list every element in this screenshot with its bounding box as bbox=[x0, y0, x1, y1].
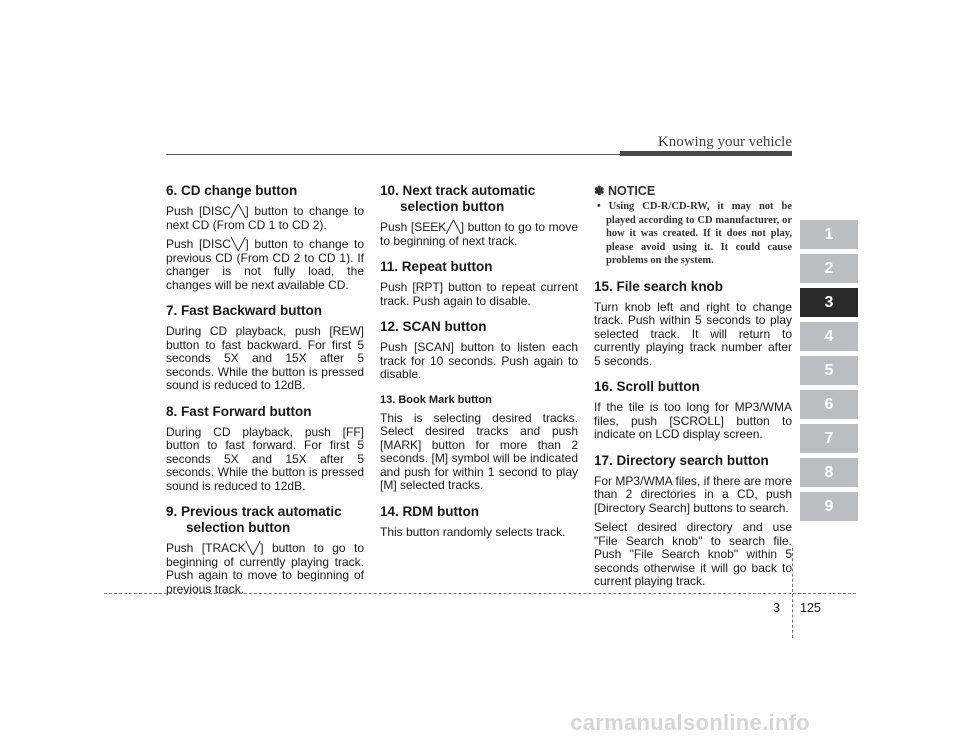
chapter-tab-3[interactable]: 3 bbox=[800, 288, 858, 317]
section-paragraph: Push [DISC╲╱] button to change to previous CD (From CD 2 to CD 1). If changer is not fully load, the changes will be next available CD. bbox=[166, 237, 364, 292]
section-heading: 11. Repeat button bbox=[380, 259, 493, 274]
section-paragraph: If the tile is too long for MP3/WMA files, push [SCROLL] button to indicate on LCD display screen. bbox=[594, 400, 792, 441]
chapter-tab-1[interactable]: 1 bbox=[800, 220, 858, 249]
section-directory-search bbox=[594, 453, 792, 589]
section-paragraph: Turn knob left and right to change track. Push within 5 seconds to play selected track. It will return to currently playing track number after 5 seconds. bbox=[594, 299, 792, 368]
section-paragraph: Select desired directory and use "File Search knob" to search file. Push "File Search knob" within 5 seconds otherwise it will go back to current playing track. bbox=[594, 520, 792, 588]
footer-chapter-number: 3 bbox=[773, 601, 780, 615]
section-paragraph: During CD playback, push [FF] button to fast forward. For first 5 seconds 5X and 15X after 5 seconds. While the button is pressed sound is reduced to 12dB. bbox=[166, 424, 364, 493]
section-repeat bbox=[380, 259, 578, 308]
watermark: carmanualsonline.info bbox=[570, 710, 810, 735]
section-heading: 8. Fast Forward button bbox=[166, 403, 312, 419]
column-2 bbox=[380, 183, 578, 550]
section-next-track bbox=[380, 183, 578, 248]
footer-vertical-dashed-rule bbox=[792, 548, 793, 638]
section-heading: 15. File search knob bbox=[594, 278, 724, 294]
section-paragraph: This button randomly selects track. bbox=[380, 524, 566, 539]
section-heading: 12. SCAN button bbox=[380, 319, 487, 334]
section-heading: 10. Next track automatic selection button bbox=[380, 183, 536, 214]
chapter-tabs bbox=[800, 220, 858, 526]
section-rdm bbox=[380, 504, 578, 540]
chapter-tab-9[interactable]: 9 bbox=[800, 492, 858, 521]
notice-box bbox=[594, 183, 792, 268]
section-heading: 17. Directory search button bbox=[594, 452, 769, 468]
section-heading: 9. Previous track automatic selection button bbox=[166, 504, 342, 535]
section-paragraph: Push [SCAN] button to listen each track for 10 seconds. Push again to disable. bbox=[380, 340, 578, 381]
section-scroll bbox=[594, 379, 792, 442]
chapter-tab-2[interactable]: 2 bbox=[800, 254, 858, 283]
section-previous-track bbox=[166, 504, 364, 596]
section-fast-backward bbox=[166, 303, 364, 393]
footer-dashed-rule bbox=[104, 593, 856, 594]
chapter-tab-5[interactable]: 5 bbox=[800, 356, 858, 385]
section-paragraph: Push [SEEK╱╲] button to go to move to beginning of next track. bbox=[380, 220, 578, 248]
section-paragraph: Push [TRACK╲╱] button to go to beginning of currently playing track. Push again to move to beginning of previous track. bbox=[166, 541, 364, 596]
section-paragraph: Push [DISC╱╲] button to change to next CD (From CD 1 to CD 2). bbox=[166, 204, 364, 232]
column-3 bbox=[594, 183, 792, 600]
section-heading: 13. Book Mark button bbox=[380, 393, 492, 406]
section-book-mark bbox=[380, 393, 578, 493]
section-fast-forward bbox=[166, 404, 364, 494]
section-cd-change bbox=[166, 183, 364, 292]
section-heading: 7. Fast Backward button bbox=[166, 303, 323, 318]
section-heading: 14. RDM button bbox=[380, 503, 479, 519]
chapter-tab-4[interactable]: 4 bbox=[800, 322, 858, 351]
section-heading: 16. Scroll button bbox=[594, 379, 700, 394]
notice-text: • Using CD-R/CD-RW, it may not be played according to CD manufacturer, or how it was created. If it does not play, please avoid using it. It could cause problems on the system. bbox=[597, 201, 792, 266]
chapter-tab-8[interactable]: 8 bbox=[800, 458, 858, 487]
section-paragraph: This is selecting desired tracks. Select desired tracks and push [MARK] button for more than 2 seconds. [M] symbol will be indicated and push for within 1 second to play [M] selected tracks. bbox=[380, 410, 578, 492]
header-title: Knowing your vehicle bbox=[657, 134, 792, 150]
column-1 bbox=[166, 183, 364, 607]
chapter-tab-7[interactable]: 7 bbox=[800, 424, 858, 453]
chapter-tab-6[interactable]: 6 bbox=[800, 390, 858, 419]
header-accent-bar bbox=[620, 151, 792, 156]
section-paragraph: Push [RPT] button to repeat current track. Push again to disable. bbox=[380, 280, 578, 308]
section-file-search bbox=[594, 279, 792, 369]
section-scan bbox=[380, 319, 578, 382]
notice-title: ✽ NOTICE bbox=[594, 184, 656, 198]
section-heading: 6. CD change button bbox=[166, 183, 298, 198]
section-paragraph: For MP3/WMA files, if there are more than 2 directories in a CD, push [Directory Search] buttons to search. bbox=[594, 473, 792, 515]
footer-page-number: 125 bbox=[800, 601, 821, 615]
section-paragraph: During CD playback, push [REW] button to fast backward. For first 5 seconds 5X and 15X after 5 seconds. While the button is pressed sound is reduced to 12dB. bbox=[166, 324, 364, 392]
